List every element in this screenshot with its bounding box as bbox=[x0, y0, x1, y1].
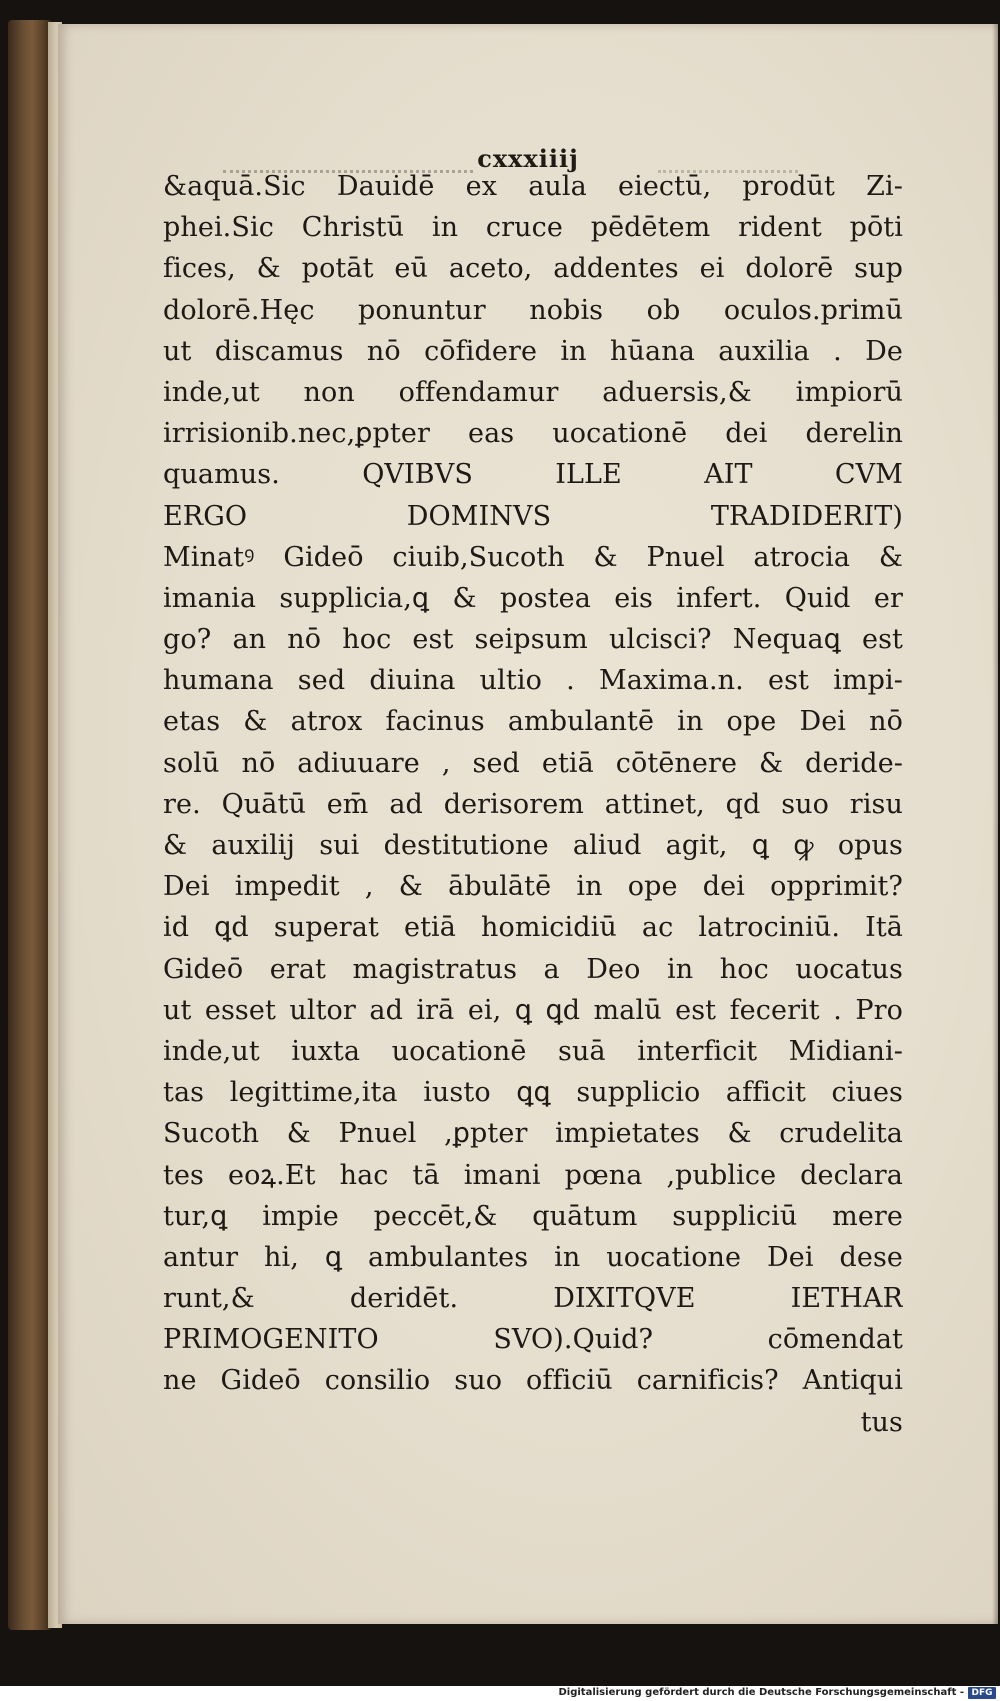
text-line: inde,ut non offendamur aduersis,& impiorū bbox=[163, 376, 903, 408]
page-edge-shadow bbox=[992, 24, 998, 1624]
text-line: Minatꝰ Gideō ciuib,Sucoth & Pnuel atrocia & bbox=[163, 541, 903, 573]
text-line: inde,ut iuxta uocationē suā interficit Midiani- bbox=[163, 1035, 903, 1067]
text-line: tur,ꝗ impie peccēt,& quātum suppliciū mere bbox=[163, 1200, 903, 1232]
text-line: runt,& deridēt. DIXITQVE IETHAR bbox=[163, 1283, 903, 1315]
text-line: etas & atrox facinus ambulantē in ope Dei nō bbox=[163, 706, 903, 738]
text-line: Sucoth & Pnuel ,ꝑpter impietates & crudelita bbox=[163, 1118, 903, 1150]
text-line: quamus. QVIBVS ILLE AIT CVM bbox=[163, 459, 903, 491]
text-line: ERGO DOMINVS TRADIDERIT) bbox=[163, 500, 903, 532]
text-line: phei.Sic Christū in cruce pēdētem rident pōti bbox=[163, 212, 903, 244]
book-binding bbox=[8, 20, 52, 1630]
text-line: &aquā.Sic Dauidē ex aula eiectū, prodūt Zi- bbox=[163, 171, 903, 202]
text-line: dolorē.Hęc ponuntur nobis ob oculos.primū bbox=[163, 294, 903, 326]
text-line: go? an nō hoc est seipsum ulcisci? Nequaꝗ est bbox=[163, 624, 903, 656]
text-line: antur hi, ꝗ ambulantes in uocatione Dei dese bbox=[163, 1241, 903, 1273]
text-line: ut esset ultor ad irā ei, ꝗ ꝗd malū est fecerit . Pro bbox=[163, 994, 903, 1026]
page-folio: cxxxiiij bbox=[477, 144, 579, 173]
text-line: fices, & potāt eū aceto, addentes ei dolorē sup bbox=[163, 253, 903, 285]
text-line: & auxilij sui destitutione aliud agit, ꝗ ꝙ opus bbox=[163, 830, 903, 861]
text-line: irrisionib.nec,ꝑpter eas uocationē dei derelin bbox=[163, 418, 903, 450]
text-line: re. Quātū em̄ ad derisorem attinet, qd suo risu bbox=[163, 788, 903, 820]
text-line: Dei impedit , & ābulātē in ope dei opprimit? bbox=[163, 871, 903, 903]
text-line: solū nō adiuuare , sed etiā cōtēnere & deride- bbox=[163, 747, 903, 779]
text-line: PRIMOGENITO SVO).Quid? cōmendat bbox=[163, 1324, 903, 1356]
text-line: Gideō erat magistratus a Deo in hoc uocatus bbox=[163, 953, 903, 985]
text-line: id ꝗd superat etiā homicidiū ac latrociniū. Itā bbox=[163, 912, 903, 944]
text-line: imania supplicia,ꝗ & postea eis infert. Quid er bbox=[163, 582, 903, 614]
dfg-logo: DFG bbox=[968, 1687, 996, 1699]
text-line: ne Gideō consilio suo officiū carnificis? Antiqui bbox=[163, 1365, 903, 1397]
text-line: tas legittime,ita iusto ꝗꝗ supplicio afficit ciues bbox=[163, 1077, 903, 1109]
text-line: ut discamus nō cōfidere in hūana auxilia . De bbox=[163, 335, 903, 367]
text-line: humana sed diuina ultio . Maxima.n. est impi- bbox=[163, 665, 903, 697]
text-block bbox=[163, 166, 903, 1443]
text-line: tus bbox=[860, 1406, 903, 1438]
footer-credit: Digitalisierung gefördert durch die Deutsche Forschungsgemeinschaft - bbox=[558, 1687, 964, 1698]
text-line: tes eoꝝ.Et hac tā imani pœna ,publice declara bbox=[163, 1159, 903, 1191]
